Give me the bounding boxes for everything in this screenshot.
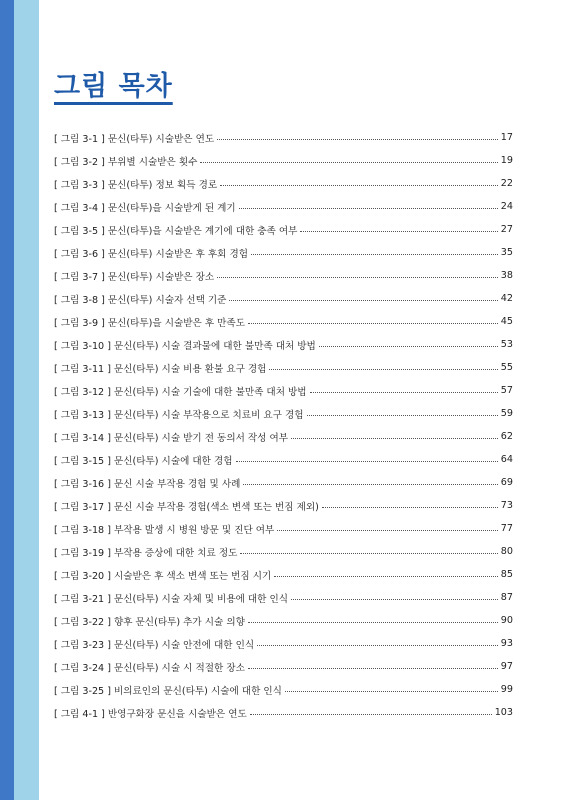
figure-number: [ 그림 3-23 ] bbox=[54, 639, 111, 651]
figure-title: 비의료인의 문신(타투) 시술에 대한 인식 bbox=[113, 685, 282, 697]
toc-entry[interactable] bbox=[54, 471, 513, 494]
dot-leader bbox=[319, 346, 498, 347]
dot-leader bbox=[269, 369, 497, 370]
figure-title: 부위별 시술받은 횟수 bbox=[107, 156, 198, 168]
dot-leader bbox=[300, 231, 497, 232]
figure-number: [ 그림 3-10 ] bbox=[54, 340, 111, 352]
figure-number: [ 그림 3-25 ] bbox=[54, 685, 111, 697]
figure-number: [ 그림 3-16 ] bbox=[54, 478, 111, 490]
dot-leader bbox=[291, 599, 498, 600]
page-number: 35 bbox=[500, 247, 513, 258]
toc-entry[interactable] bbox=[54, 310, 513, 333]
figure-number: [ 그림 3-11 ] bbox=[54, 363, 111, 375]
toc-entry[interactable] bbox=[54, 448, 513, 471]
figure-title: 반영구화장 문신을 시술받은 연도 bbox=[107, 708, 247, 720]
page-number: 53 bbox=[500, 339, 513, 350]
figure-number: [ 그림 3-7 ] bbox=[54, 271, 105, 283]
figure-number: [ 그림 3-12 ] bbox=[54, 386, 111, 398]
page-number: 55 bbox=[500, 362, 513, 373]
toc-entry[interactable] bbox=[54, 586, 513, 609]
toc-entry[interactable] bbox=[54, 655, 513, 678]
figure-number: [ 그림 3-22 ] bbox=[54, 616, 111, 628]
dot-leader bbox=[240, 553, 497, 554]
figure-number: [ 그림 3-3 ] bbox=[54, 179, 105, 191]
dot-leader bbox=[274, 576, 498, 577]
page-number: 90 bbox=[500, 615, 513, 626]
toc-entry[interactable] bbox=[54, 678, 513, 701]
dot-leader bbox=[217, 139, 498, 140]
page-number: 45 bbox=[500, 316, 513, 327]
dot-leader bbox=[220, 185, 498, 186]
toc-entry[interactable] bbox=[54, 149, 513, 172]
dot-leader bbox=[250, 714, 492, 715]
page-number: 93 bbox=[500, 638, 513, 649]
page-number: 69 bbox=[500, 477, 513, 488]
page-number: 97 bbox=[500, 661, 513, 672]
figure-title: 문신(타투) 시술 받기 전 동의서 작성 여부 bbox=[113, 432, 289, 444]
figure-title: 문신(타투)을 시술받은 후 만족도 bbox=[107, 317, 245, 329]
dot-leader bbox=[307, 415, 498, 416]
figure-title: 문신(타투) 시술 비용 환불 요구 경험 bbox=[113, 363, 267, 375]
dot-leader bbox=[217, 277, 498, 278]
dot-leader bbox=[236, 461, 498, 462]
toc-entry[interactable] bbox=[54, 287, 513, 310]
toc-entry[interactable] bbox=[54, 563, 513, 586]
figure-number: [ 그림 3-20 ] bbox=[54, 570, 111, 582]
page-title: 그림 목차 bbox=[54, 71, 173, 102]
dot-leader bbox=[239, 208, 498, 209]
page-number: 80 bbox=[500, 546, 513, 557]
figure-title: 문신(타투)을 시술받은 계기에 대한 충족 여부 bbox=[107, 225, 298, 237]
figure-title: 문신(타투) 시술에 대한 경험 bbox=[113, 455, 233, 467]
dot-leader bbox=[243, 484, 497, 485]
dot-leader bbox=[251, 254, 498, 255]
toc-entry[interactable] bbox=[54, 195, 513, 218]
page-number: 59 bbox=[500, 408, 513, 419]
toc-entry[interactable] bbox=[54, 425, 513, 448]
figure-number: [ 그림 3-13 ] bbox=[54, 409, 111, 421]
page-number: 22 bbox=[500, 178, 513, 189]
figure-title: 부작용 증상에 대한 치료 정도 bbox=[113, 547, 238, 559]
dot-leader bbox=[291, 438, 498, 439]
dot-leader bbox=[248, 668, 498, 669]
figure-number: [ 그림 3-14 ] bbox=[54, 432, 111, 444]
figure-number: [ 그림 3-17 ] bbox=[54, 501, 111, 513]
dot-leader bbox=[257, 645, 498, 646]
left-accent-bar-dark bbox=[0, 0, 14, 800]
figure-title: 문신(타투) 시술받은 장소 bbox=[107, 271, 215, 283]
dot-leader bbox=[229, 300, 497, 301]
toc-entry[interactable] bbox=[54, 402, 513, 425]
toc-entry[interactable] bbox=[54, 218, 513, 241]
figure-number: [ 그림 3-5 ] bbox=[54, 225, 105, 237]
toc-entry[interactable] bbox=[54, 494, 513, 517]
figure-title: 문신(타투) 시술 시 적절한 장소 bbox=[113, 662, 245, 674]
toc-entry[interactable] bbox=[54, 701, 513, 724]
page-number: 64 bbox=[500, 454, 513, 465]
figure-title: 문신(타투) 시술 안전에 대한 인식 bbox=[113, 639, 255, 651]
figure-title: 부작용 발생 시 병원 방문 및 진단 여부 bbox=[113, 524, 275, 536]
page-number: 73 bbox=[500, 500, 513, 511]
dot-leader bbox=[322, 507, 498, 508]
toc-entry[interactable] bbox=[54, 517, 513, 540]
dot-leader bbox=[248, 323, 498, 324]
figure-number: [ 그림 3-1 ] bbox=[54, 133, 105, 145]
figure-number: [ 그림 3-18 ] bbox=[54, 524, 111, 536]
figure-title: 문신(타투) 시술받은 연도 bbox=[107, 133, 215, 145]
figure-title: 문신(타투) 정보 획득 경로 bbox=[107, 179, 218, 191]
figure-title: 문신(타투) 시술 부작용으로 치료비 요구 경험 bbox=[113, 409, 304, 421]
toc-entry[interactable] bbox=[54, 241, 513, 264]
figure-number: [ 그림 3-6 ] bbox=[54, 248, 105, 260]
page-number: 17 bbox=[500, 132, 513, 143]
figure-title: 문신(타투)을 시술받게 된 계기 bbox=[107, 202, 236, 214]
toc-entry[interactable] bbox=[54, 540, 513, 563]
figure-number: [ 그림 3-4 ] bbox=[54, 202, 105, 214]
dot-leader bbox=[310, 392, 498, 393]
dot-leader bbox=[248, 622, 498, 623]
page-number: 42 bbox=[500, 293, 513, 304]
toc-entry[interactable] bbox=[54, 356, 513, 379]
figure-title: 향후 문신(타투) 추가 시술 의향 bbox=[113, 616, 245, 628]
figure-title: 문신(타투) 시술 결과물에 대한 불만족 대처 방법 bbox=[113, 340, 316, 352]
figure-list bbox=[54, 126, 513, 724]
page-number: 85 bbox=[500, 569, 513, 580]
page-number: 27 bbox=[500, 224, 513, 235]
figure-number: [ 그림 3-15 ] bbox=[54, 455, 111, 467]
page-number: 57 bbox=[500, 385, 513, 396]
figure-title: 시술받은 후 색소 변색 또는 번짐 시기 bbox=[113, 570, 272, 582]
page-number: 87 bbox=[500, 592, 513, 603]
figure-number: [ 그림 4-1 ] bbox=[54, 708, 105, 720]
page-number: 38 bbox=[500, 270, 513, 281]
toc-entry[interactable] bbox=[54, 264, 513, 287]
page-number: 62 bbox=[500, 431, 513, 442]
page-number: 19 bbox=[500, 155, 513, 166]
dot-leader bbox=[285, 691, 498, 692]
dot-leader bbox=[200, 162, 497, 163]
toc-entry[interactable] bbox=[54, 632, 513, 655]
figure-number: [ 그림 3-24 ] bbox=[54, 662, 111, 674]
toc-entry[interactable] bbox=[54, 126, 513, 149]
figure-number: [ 그림 3-19 ] bbox=[54, 547, 111, 559]
dot-leader bbox=[277, 530, 497, 531]
figure-title: 문신(타투) 시술 기술에 대한 불만족 대처 방법 bbox=[113, 386, 307, 398]
toc-entry[interactable] bbox=[54, 172, 513, 195]
figure-number: [ 그림 3-9 ] bbox=[54, 317, 105, 329]
page-number: 103 bbox=[494, 707, 513, 718]
page-number: 77 bbox=[500, 523, 513, 534]
figure-title: 문신(타투) 시술 자체 및 비용에 대한 인식 bbox=[113, 593, 289, 605]
toc-entry[interactable] bbox=[54, 609, 513, 632]
figure-title: 문신 시술 부작용 경험(색소 변색 또는 번짐 제외) bbox=[113, 501, 319, 513]
figure-title: 문신(타투) 시술받은 후 후회 경험 bbox=[107, 248, 249, 260]
toc-entry[interactable] bbox=[54, 333, 513, 356]
figure-number: [ 그림 3-21 ] bbox=[54, 593, 111, 605]
page-number: 24 bbox=[500, 201, 513, 212]
figure-title: 문신 시술 부작용 경험 및 사례 bbox=[113, 478, 241, 490]
page-number: 99 bbox=[500, 684, 513, 695]
figure-number: [ 그림 3-2 ] bbox=[54, 156, 105, 168]
toc-entry[interactable] bbox=[54, 379, 513, 402]
figure-title: 문신(타투) 시술자 선택 기준 bbox=[107, 294, 227, 306]
left-accent-bar-light bbox=[14, 0, 39, 800]
figure-number: [ 그림 3-8 ] bbox=[54, 294, 105, 306]
